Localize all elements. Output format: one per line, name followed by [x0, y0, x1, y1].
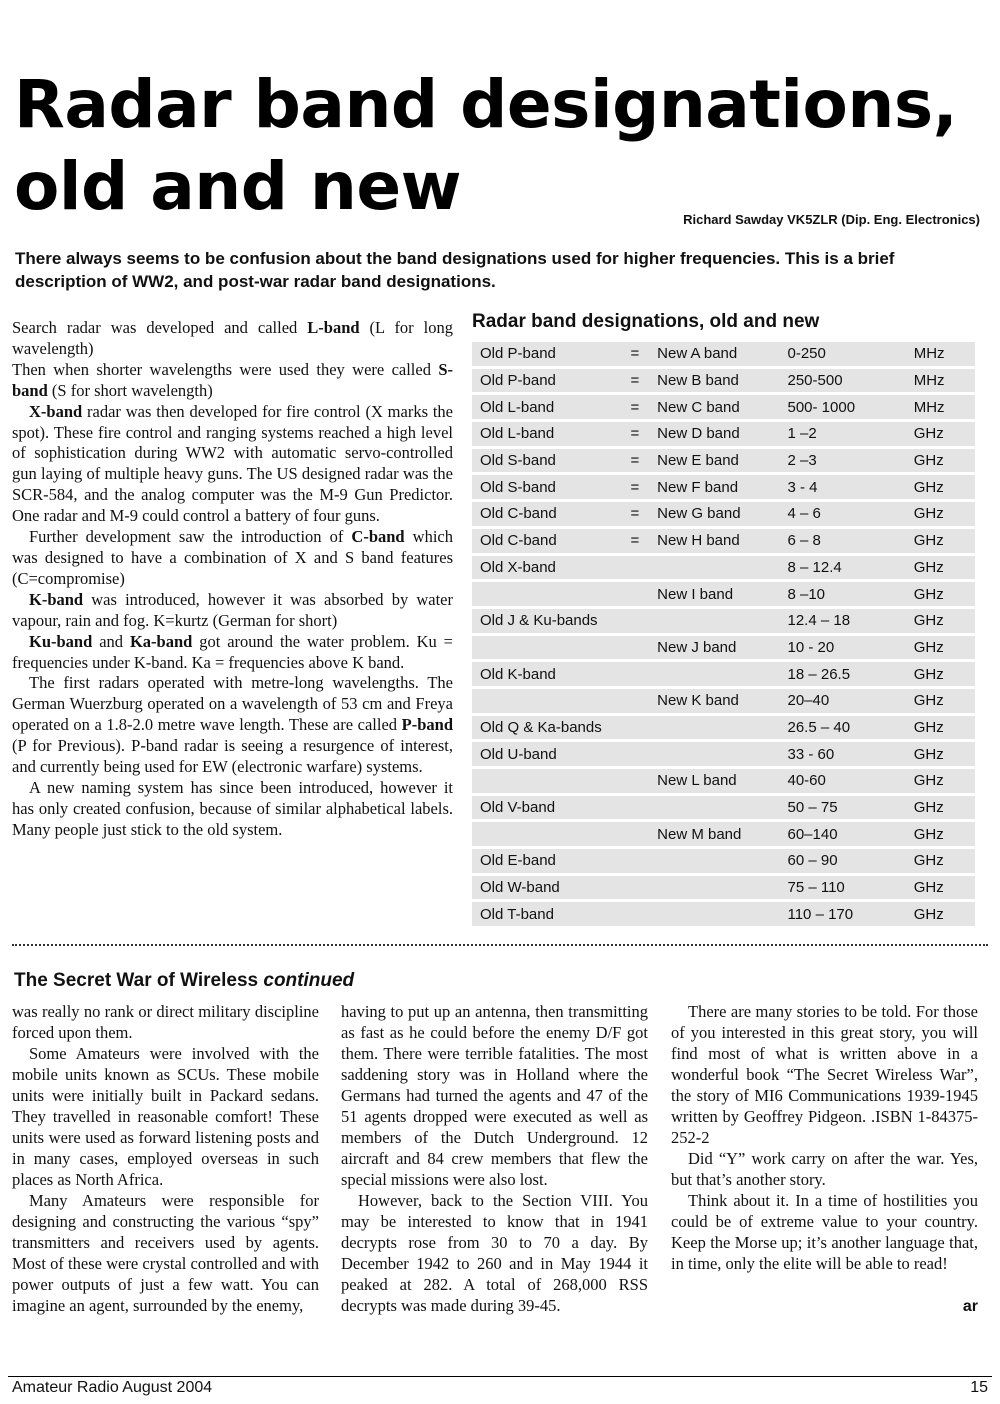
equals-cell: [621, 902, 650, 926]
unit-cell: GHz: [906, 422, 975, 446]
new-band-cell: [649, 609, 779, 633]
table-row: [472, 769, 975, 793]
unit-cell: GHz: [906, 822, 975, 846]
column-3-paragraph: Think about it. In a time of hostilities you could be of extreme value to your country. Keep the Morse up; it’s another language that, in time, only the elite will be able to read!: [671, 1191, 978, 1273]
table-row: [472, 449, 975, 473]
continued-column-2: [341, 1001, 648, 1316]
unit-cell: GHz: [906, 449, 975, 473]
equals-cell: =: [621, 529, 650, 553]
unit-cell: GHz: [906, 769, 975, 793]
frequency-range-cell: 20–40: [779, 689, 905, 713]
table-row: [472, 796, 975, 820]
frequency-range-cell: 8 –10: [779, 582, 905, 606]
equals-cell: =: [621, 422, 650, 446]
frequency-range-cell: 6 – 8: [779, 529, 905, 553]
frequency-range-cell: 60–140: [779, 822, 905, 846]
equals-cell: =: [621, 475, 650, 499]
unit-cell: GHz: [906, 609, 975, 633]
equals-cell: =: [621, 502, 650, 526]
new-band-cell: [649, 556, 779, 580]
new-band-cell: New G band: [649, 502, 779, 526]
equals-cell: [621, 876, 650, 900]
old-band-cell: Old Q & Ka-bands: [472, 716, 621, 740]
unit-cell: GHz: [906, 796, 975, 820]
table-row: [472, 609, 975, 633]
continued-column-3: [671, 1001, 978, 1274]
body-paragraph-7: The first radars operated with metre-long wavelengths. The German Wuerzburg operated on a wavelength of 53 cm and Freya operated on a 1.8-2.0 metre wave length. These are called P-band (P for Previous). P-band radar is seeing a resurgence of interest, and currently being used for EW (electronic warfare) systems.: [12, 673, 453, 777]
table-row: [472, 369, 975, 393]
table-row: [472, 556, 975, 580]
section-divider: [12, 944, 988, 946]
table-row: [472, 689, 975, 713]
frequency-range-cell: 12.4 – 18: [779, 609, 905, 633]
old-band-cell: Old C-band: [472, 529, 621, 553]
footer-page-number: 15: [970, 1379, 988, 1396]
frequency-range-cell: 500- 1000: [779, 395, 905, 419]
new-band-cell: New E band: [649, 449, 779, 473]
old-band-cell: Old C-band: [472, 502, 621, 526]
band-designation-table: [472, 339, 975, 929]
body-paragraph-5: K-band was introduced, however it was absorbed by water vapour, rain and fog. K=kurtz (German for short): [12, 589, 453, 630]
frequency-range-cell: 250-500: [779, 369, 905, 393]
body-paragraph-8: A new naming system has since been introduced, however it has only created confusion, because of similar alphabetical labels. Many people just stick to the old system.: [12, 777, 453, 839]
column-3-paragraph: Did “Y” work carry on after the war. Yes, but that’s another story.: [671, 1149, 978, 1189]
equals-cell: [621, 689, 650, 713]
equals-cell: =: [621, 449, 650, 473]
footer-publication: Amateur Radio August 2004: [12, 1379, 213, 1396]
table-row: [472, 876, 975, 900]
table-row: [472, 475, 975, 499]
new-band-cell: [649, 796, 779, 820]
equals-cell: [621, 849, 650, 873]
table-row: [472, 716, 975, 740]
new-band-cell: New H band: [649, 529, 779, 553]
unit-cell: GHz: [906, 556, 975, 580]
equals-cell: [621, 796, 650, 820]
old-band-cell: Old T-band: [472, 902, 621, 926]
column-1-paragraph: Some Amateurs were involved with the mobile units known as SCUs. These mobile units were initially built in Packard sedans. They travelled in reasonable comfort! These units were used as forward listening posts and in many cases, employed overseas in such places as North Africa.: [12, 1044, 319, 1189]
column-3-paragraph: There are many stories to be told. For those of you interested in this great story, you will find most of what is written above in a wonderful book “The Secret Wireless War”, the story of MI6 Communications 1939-1945 written by Geoffrey Pidgeon. .ISBN 1-84375-252-2: [671, 1002, 978, 1147]
table-row: [472, 636, 975, 660]
table-row: [472, 502, 975, 526]
new-band-cell: [649, 876, 779, 900]
new-band-cell: [649, 662, 779, 686]
byline: Richard Sawday VK5ZLR (Dip. Eng. Electronics): [683, 212, 980, 227]
table-row: [472, 662, 975, 686]
unit-cell: GHz: [906, 529, 975, 553]
frequency-range-cell: 60 – 90: [779, 849, 905, 873]
unit-cell: GHz: [906, 582, 975, 606]
new-band-cell: [649, 849, 779, 873]
table-row: [472, 582, 975, 606]
new-band-cell: [649, 716, 779, 740]
frequency-range-cell: 33 - 60: [779, 742, 905, 766]
equals-cell: [621, 769, 650, 793]
old-band-cell: [472, 689, 621, 713]
old-band-cell: [472, 769, 621, 793]
table-title: Radar band designations, old and new: [472, 311, 820, 332]
unit-cell: GHz: [906, 662, 975, 686]
frequency-range-cell: 2 –3: [779, 449, 905, 473]
new-band-cell: [649, 742, 779, 766]
table-row: [472, 849, 975, 873]
frequency-range-cell: 4 – 6: [779, 502, 905, 526]
unit-cell: GHz: [906, 849, 975, 873]
equals-cell: [621, 742, 650, 766]
old-band-cell: Old E-band: [472, 849, 621, 873]
body-paragraph-4: Further development saw the introduction of C-band which was designed to have a combination of X and S band features (C=compromise): [12, 527, 453, 588]
table-row: [472, 422, 975, 446]
old-band-cell: Old U-band: [472, 742, 621, 766]
frequency-range-cell: 75 – 110: [779, 876, 905, 900]
frequency-range-cell: 1 –2: [779, 422, 905, 446]
old-band-cell: Old L-band: [472, 395, 621, 419]
column-2-paragraph: However, back to the Section VIII. You may be interested to know that in 1941 decrypts rose from 30 to 70 a day. By December 1942 to 260 and in May 1944 it peaked at 282. A total of 268,000 RSS decrypts was made during 39-45.: [341, 1191, 648, 1315]
table-row: [472, 902, 975, 926]
equals-cell: =: [621, 395, 650, 419]
equals-cell: [621, 822, 650, 846]
body-paragraph-3: X-band radar was then developed for fire control (X marks the spot). These fire control and ranging systems reached a high level of sophistication during WW2 with automatic servo-controlled gun laying of multiple heavy guns. The US designed radar was the SCR-584, and the analog computer was the M-9 Gun Predictor. One radar and M-9 could control a battery of four guns.: [12, 401, 453, 526]
old-band-cell: Old P-band: [472, 342, 621, 366]
equals-cell: =: [621, 342, 650, 366]
equals-cell: =: [621, 369, 650, 393]
frequency-range-cell: 8 – 12.4: [779, 556, 905, 580]
old-band-cell: Old K-band: [472, 662, 621, 686]
unit-cell: GHz: [906, 475, 975, 499]
frequency-range-cell: 50 – 75: [779, 796, 905, 820]
new-band-cell: New A band: [649, 342, 779, 366]
equals-cell: [621, 716, 650, 740]
table-row: [472, 529, 975, 553]
unit-cell: GHz: [906, 636, 975, 660]
column-1-paragraph: Many Amateurs were responsible for designing and constructing the various “spy” transmitters and receivers used by agents. Most of these were crystal controlled and with power outputs of just a few watt. You can imagine an agent, surrounded by the enemy,: [12, 1191, 319, 1315]
body-paragraph-1: Search radar was developed and called L-band (L for long wavelength): [12, 318, 453, 358]
frequency-range-cell: 0-250: [779, 342, 905, 366]
unit-cell: MHz: [906, 369, 975, 393]
table-row: [472, 395, 975, 419]
frequency-range-cell: 40-60: [779, 769, 905, 793]
end-mark: ar: [962, 1298, 978, 1315]
equals-cell: [621, 582, 650, 606]
frequency-range-cell: 18 – 26.5: [779, 662, 905, 686]
new-band-cell: New F band: [649, 475, 779, 499]
unit-cell: GHz: [906, 689, 975, 713]
footer-rule: [8, 1376, 992, 1377]
frequency-range-cell: 3 - 4: [779, 475, 905, 499]
unit-cell: MHz: [906, 342, 975, 366]
body-paragraph-6: Ku-band and Ka-band got around the water problem. Ku = frequencies under K-band. Ka = frequencies above K band.: [12, 631, 453, 672]
article-title: [14, 64, 994, 228]
body-paragraph-2: Then when shorter wavelengths were used they were called S-band (S for short wavelength): [12, 359, 453, 400]
old-band-cell: Old X-band: [472, 556, 621, 580]
equals-cell: [621, 662, 650, 686]
unit-cell: GHz: [906, 876, 975, 900]
new-band-cell: [649, 902, 779, 926]
old-band-cell: [472, 636, 621, 660]
intro-paragraph: There always seems to be confusion about the band designations used for higher frequencies. This is a brief description of WW2, and post-war radar band designations.: [15, 249, 895, 291]
equals-cell: [621, 636, 650, 660]
equals-cell: [621, 609, 650, 633]
new-band-cell: New M band: [649, 822, 779, 846]
frequency-range-cell: 10 - 20: [779, 636, 905, 660]
new-band-cell: New C band: [649, 395, 779, 419]
old-band-cell: Old S-band: [472, 449, 621, 473]
continued-column-1: [12, 1001, 319, 1316]
unit-cell: GHz: [906, 502, 975, 526]
old-band-cell: Old W-band: [472, 876, 621, 900]
column-1-paragraph: was really no rank or direct military discipline forced upon them.: [12, 1002, 319, 1042]
frequency-range-cell: 110 – 170: [779, 902, 905, 926]
old-band-cell: [472, 582, 621, 606]
table-row: [472, 742, 975, 766]
new-band-cell: New L band: [649, 769, 779, 793]
unit-cell: GHz: [906, 902, 975, 926]
unit-cell: GHz: [906, 742, 975, 766]
title-line-2: old and new: [14, 148, 462, 225]
unit-cell: GHz: [906, 716, 975, 740]
frequency-range-cell: 26.5 – 40: [779, 716, 905, 740]
old-band-cell: Old J & Ku-bands: [472, 609, 621, 633]
old-band-cell: Old L-band: [472, 422, 621, 446]
table-row: [472, 822, 975, 846]
new-band-cell: New B band: [649, 369, 779, 393]
new-band-cell: New D band: [649, 422, 779, 446]
old-band-cell: Old S-band: [472, 475, 621, 499]
new-band-cell: New K band: [649, 689, 779, 713]
title-line-1: Radar band designations,: [14, 66, 958, 143]
unit-cell: MHz: [906, 395, 975, 419]
new-band-cell: New I band: [649, 582, 779, 606]
table-row: [472, 342, 975, 366]
continued-article-title: The Secret War of Wireless continued: [14, 970, 355, 991]
new-band-cell: New J band: [649, 636, 779, 660]
old-band-cell: Old P-band: [472, 369, 621, 393]
column-2-paragraph: having to put up an antenna, then transmitting as fast as he could before the enemy D/F got them. There were terrible fatalities. The most saddening story was in Holland where the Germans had turned the agents and 47 of the 51 agents dropped were executed as well as members of the Dutch Underground. 12 aircraft and 84 crew members that flew the special missions were also lost.: [341, 1002, 648, 1189]
old-band-cell: Old V-band: [472, 796, 621, 820]
old-band-cell: [472, 822, 621, 846]
article-body: [12, 318, 453, 841]
equals-cell: [621, 556, 650, 580]
